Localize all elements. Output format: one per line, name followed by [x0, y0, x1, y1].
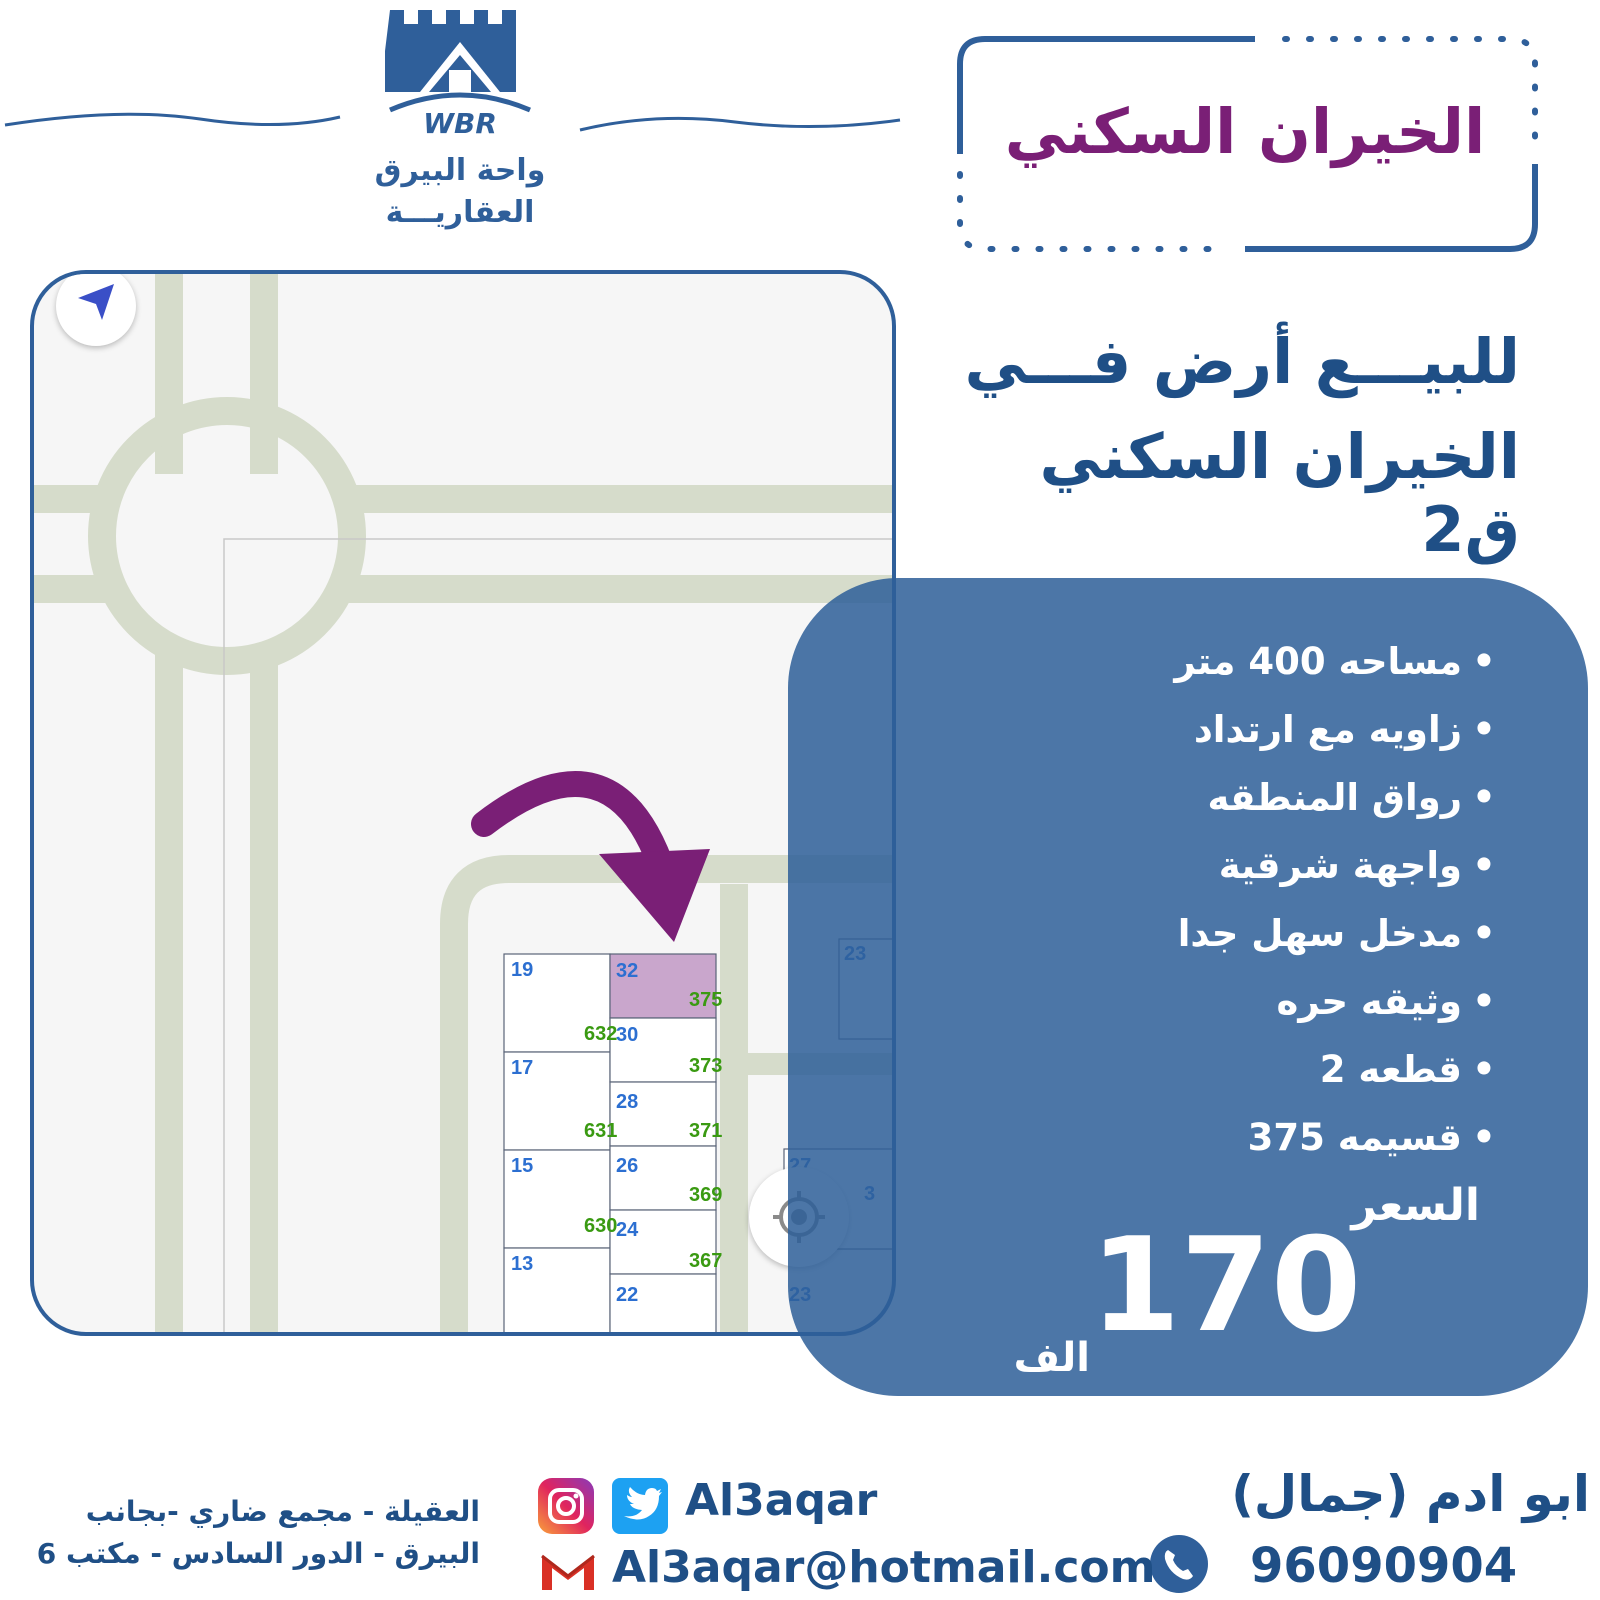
headline-line2: الخيران السكني ق2	[1039, 420, 1520, 566]
price-unit: الف	[1013, 1335, 1090, 1381]
feature-item: • واجهة شرقية	[940, 832, 1500, 900]
feature-item: • مساحه 400 متر	[940, 628, 1500, 696]
plot-number: 26	[616, 1155, 639, 1177]
address-line2: البيرق - الدور السادس - مكتب 6	[36, 1537, 480, 1570]
page-title: الخيران السكني	[1004, 95, 1486, 168]
company-name	[360, 150, 560, 234]
email-address[interactable]: Al3aqar@hotmail.com	[612, 1542, 1156, 1593]
phone-icon	[1150, 1535, 1208, 1593]
price-label: السعر	[1351, 1180, 1480, 1231]
address-line1: العقيلة - مجمع ضاري -بجانب	[85, 1495, 480, 1528]
social-handle[interactable]: Al3aqar	[685, 1475, 878, 1526]
price-value: 170	[1090, 1209, 1362, 1361]
plot-number: 375	[689, 989, 723, 1011]
instagram-icon[interactable]	[538, 1478, 594, 1534]
feature-list	[940, 628, 1500, 1172]
plot-number: 13	[511, 1253, 534, 1275]
navigation-arrow-icon	[56, 270, 136, 346]
phone-number[interactable]: 96090904	[1250, 1538, 1518, 1594]
agent-name: ابو ادم (جمال)	[1231, 1465, 1590, 1523]
company-name-line1: واحة البيرق	[374, 153, 546, 188]
plot-number: 373	[689, 1055, 723, 1077]
plot-number: 631	[584, 1120, 618, 1142]
plot-number: 371	[689, 1120, 723, 1142]
plot-number: 367	[689, 1250, 723, 1272]
plot-number: 632	[584, 1023, 618, 1045]
logo-wave-right	[575, 110, 905, 140]
plot-number: 369	[689, 1184, 723, 1206]
feature-item: • وثيقه حره	[940, 968, 1500, 1036]
plot-number: 24	[616, 1219, 639, 1241]
plot-number: 17	[511, 1057, 534, 1079]
feature-item: • قطعه 2	[940, 1036, 1500, 1104]
feature-item: • زاويه مع ارتداد	[940, 696, 1500, 764]
plot-number: 28	[616, 1091, 639, 1113]
logo-text: WBR	[423, 107, 497, 140]
headline-line1: للبيـــع أرض فـــي	[964, 325, 1520, 398]
feature-item: • رواق المنطقه	[940, 764, 1500, 832]
plot-number: 22	[616, 1284, 639, 1306]
map-screenshot	[30, 270, 896, 1336]
company-name-line2: العقاريـــة	[385, 195, 535, 230]
twitter-icon[interactable]	[612, 1478, 668, 1534]
feature-item: • قسيمه 375	[940, 1104, 1500, 1172]
plot-number: 15	[511, 1155, 534, 1177]
plot-number: 19	[511, 959, 534, 981]
feature-item: • مدخل سهل جدا	[940, 900, 1500, 968]
logo-wave-left	[0, 105, 345, 135]
navigation-button[interactable]	[56, 270, 136, 346]
gmail-icon[interactable]	[538, 1548, 598, 1594]
plot-number: 30	[616, 1024, 639, 1046]
castle-logo-icon	[385, 0, 535, 140]
plot-number: 630	[584, 1215, 618, 1237]
plot-number: 32	[616, 960, 639, 982]
